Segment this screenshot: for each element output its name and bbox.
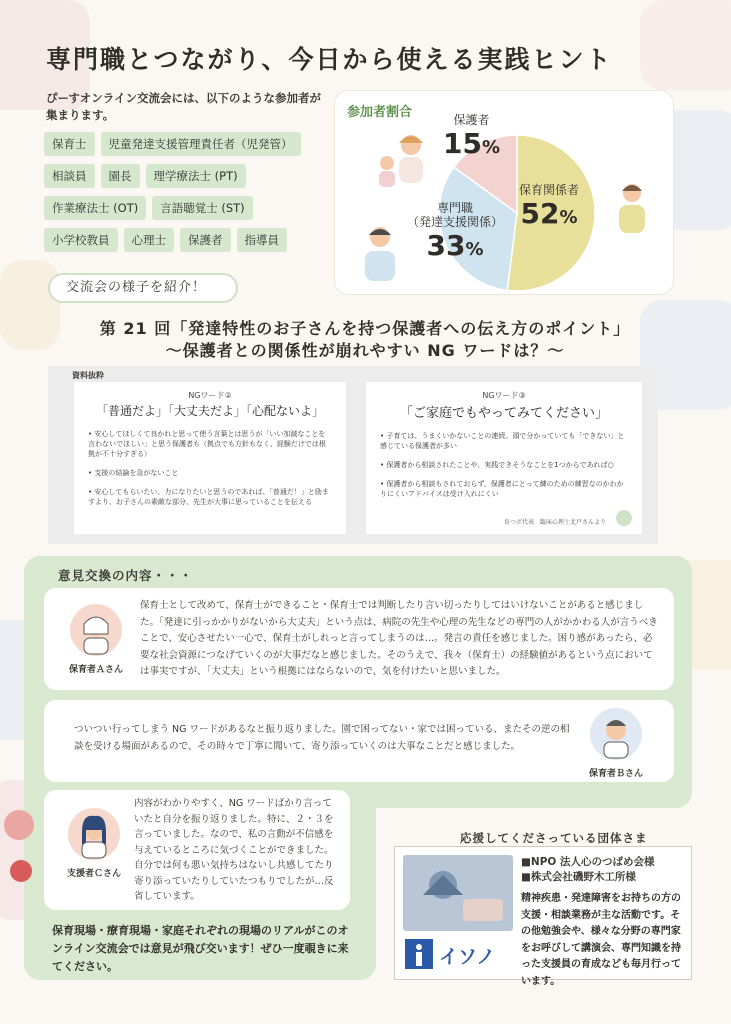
profession-tag: 保護者 [180,228,231,252]
tag-row [44,164,316,188]
commenter-name: 支援者Ｃさん [66,869,121,879]
profession-tag: 理学療法士 (PT) [146,164,246,188]
slide-bullets [366,431,642,499]
profession-tag: 指導員 [237,228,288,252]
profession-tag: 小学校教員 [44,228,118,252]
slide-bullet: • 安心してもらいたい、力になりたいと思うのであれば、「普通だ！」と励ますより、お子さんの素敵な部分、先生が大事に思っていることを伝える [88,487,332,507]
comment-text: ついつい行ってしまう NG ワードがあるなと振り返りました。園で困ってない・家では困っている、またその逆の相談を受ける場面があるので、その時々で丁寧に聞いて、寄り添っていくのは大事なことだと感じました。 [74,724,570,752]
slice-label: 専門職 [437,201,474,215]
sponsor-names [521,855,655,885]
closing-message: 保育現場・療育現場・家庭それぞれの現場のリアルがこのオンライン交流会では意見が飛び交います！ぜひ一度覗きに来てください。 [52,924,349,973]
profession-tag: 相談員 [44,164,95,188]
childcare-worker-illustration [607,179,657,239]
logo-text: イソノ [439,946,496,968]
sponsor-photo [403,855,513,931]
tag-row [44,228,316,252]
ng-word-number: NGワード② [188,391,232,400]
pie-label-parent [443,113,500,165]
profession-tag: 児童発達支援管理責任者（児発管） [101,132,301,156]
ng-word-heading: 「ご家庭でもやってみてください」 [399,406,608,421]
commenter-name: 保育者Ａさん [68,665,123,675]
slide-bullets [74,429,346,507]
flower-decoration [10,860,32,882]
slide-credit: 育つボ代表 臨床心理士北戸さんより [503,519,606,526]
professional-illustration [355,223,405,285]
opinion-title: 意見交換の内容・・・ [58,568,194,583]
profession-tag: 心理士 [124,228,175,252]
slide-bullet: • 子育ては、うまくいかないことの連続。頭で分かっていても「できない」と感じている保護者が多い [380,431,628,451]
comment-c [44,790,350,910]
slide-logo-icon [616,510,632,526]
profession-tag: 保育士 [44,132,95,156]
material-excerpt [48,366,658,544]
parent-child-illustration [371,129,431,189]
page-title: 専門職とつながり、今日から使える実践ヒント [46,45,613,74]
sponsor-name: ■株式会社磯野木工所様 [521,871,636,883]
pie-label-professional [407,201,503,267]
slice-label: （発達支援関係） [407,215,504,229]
tag-row [44,132,316,156]
section-label: 交流会の様子を紹介！ [48,273,238,303]
slide-bullet: • 安心してほしくて良かれと思って使う言葉とは思うが「いい加減なことを言わないでほしい」と思う保護者も（拠点でも方針もなく、経験だけでは根拠が不十分すぎる） [88,429,332,459]
avatar-a-icon [70,604,122,656]
slice-value: 52% [520,197,578,230]
slice-value: 33% [426,229,484,262]
slice-value: 15% [443,127,501,160]
support-title: 応援してくださっている団体さま [460,831,648,845]
support-card [394,846,692,987]
profession-tag: 言語聴覚士 (ST) [152,196,252,220]
slide-bullet: • 保護者から相談もされておらず、保護者にとって練のための練習なのかわかりにくいアドバイスは受け入れにくい [380,479,628,499]
session-subtitle-line: ～保護者との関係性が崩れやすい NG ワードは？～ [165,341,565,360]
tag-row [44,196,316,220]
comment-text: 内容がわかりやすく、NG ワードばかり言っていたと自分を振り返りました。特に、２・３を言っていました。なので、私の言動が不信感を与えているところに気づくことができました。自分では何も悪い気持ちはないし共感してたり寄り添っていたりしていたつもりでしたが…反省しています。 [134,798,334,902]
profession-tag: 作業療法士 (OT) [44,196,146,220]
comment-b [44,700,674,782]
session-title-line: 第 21 回「発達特性のお子さんを持つ保護者への伝え方のポイント」 [99,319,631,338]
slide-ng-word-2 [74,382,346,534]
slice-label: 保育関係者 [519,183,580,197]
participant-ratio-card [334,90,674,295]
chart-title: 参加者割合 [347,105,413,120]
session-title [40,318,690,362]
flower-decoration [4,810,34,840]
slice-label: 保護者 [453,113,490,127]
sponsor-name: ■NPO 法人心のつばめ会様 [521,856,655,868]
avatar-b-icon [590,708,642,760]
comment-a [44,588,674,690]
ng-word-number: NGワード③ [482,391,526,400]
intro-text: ぴーすオンライン交流会には、以下のような参加者が集まります。 [46,91,321,122]
comment-text: 保育士として改めて、保育士ができること・保育士では判断したり言い切ったりしてはいけないことがあると感じました。「発達に引っかかりがないから大丈夫」という点は、病院の先生や心理の先生などの専門の人がかかわる人が言うべきことで、安心させたい一心で、保育士がしれっと言ってしまうのは…。発言の責任を感じました。困り感があったら、必要な社会資源につなげていくのが大事だなと感じました。そのうえで、我々（保育士）の経験値があるという点においては事実ですが、「大丈夫」という根拠にはならないので、気を付けたいと思いました。 [140,600,658,677]
sponsor-description: 精神疾患・発達障害をお持ちの方の支援・相談業務が主な活動です。その他勉強会や、様々な分野の専門家をお呼びして講演会、専門知識を持った支援員の育成なども毎月行っています。 [521,893,681,987]
slide-bullet: • 保護者から相談されたことや、実践できそうなことを1つからであれば○ [380,460,628,470]
slide-bullet: • 支援の結論を急がないこと [88,468,332,478]
commenter-name: 保育者Ｂさん [588,769,643,779]
avatar-c-icon [68,808,120,860]
pie-label-childcare [519,183,579,235]
isono-logo [405,939,511,971]
ng-word-heading: 「普通だよ」「大丈夫だよ」「心配ないよ」 [95,404,324,418]
profession-tag: 園長 [101,164,140,188]
material-label: 資料抜粋 [72,371,104,380]
profession-tags [44,132,316,260]
slide-ng-word-3 [366,382,642,534]
